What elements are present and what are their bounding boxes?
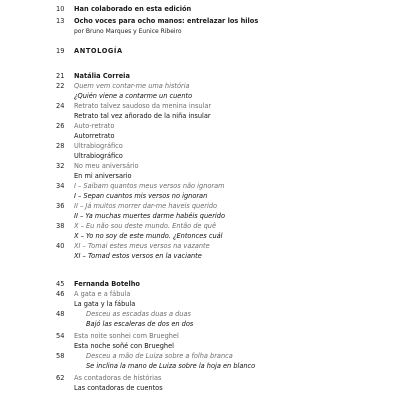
poem-title-pt: As contadoras de histórias: [74, 374, 162, 382]
toc-entry-pt: [56, 161, 356, 171]
page-number: 32: [56, 162, 65, 170]
toc-author-natalia: [56, 71, 356, 81]
page-number: 38: [56, 222, 65, 230]
page-number: 34: [56, 182, 65, 190]
poem-title-pt: Ultrabiográfico: [74, 142, 123, 150]
toc-entry-es: [56, 191, 356, 201]
toc-entry-pt: [56, 373, 356, 383]
poem-title-pt: XI – Tomai estes meus versos na vazante: [74, 242, 210, 250]
author-name: Fernanda Botelho: [74, 280, 140, 288]
toc-entry-es: [56, 131, 356, 141]
poem-title-pt: Desceu as escadas duas a duas: [86, 310, 191, 318]
section-title: ANTOLOGÍA: [74, 47, 123, 55]
poem-title-es: La gata y la fábula: [74, 300, 136, 308]
page-number: 46: [56, 290, 65, 298]
toc-section-anthology: [56, 46, 356, 56]
poem-title-pt: Quem vem contar-me uma história: [74, 82, 190, 90]
toc-entry-intro: [56, 16, 356, 26]
toc-entry-es: [56, 383, 356, 393]
poem-title-es: II – Ya muchas muertes darme habéis querido: [74, 212, 225, 220]
toc-entry-pt: [56, 331, 356, 341]
page-number: 58: [56, 352, 65, 360]
toc-entry-es: [56, 361, 356, 371]
author-name: Natália Correia: [74, 72, 130, 80]
toc-entry-pt: [56, 141, 356, 151]
poem-title-es: En mi aniversario: [74, 172, 132, 180]
poem-title-es: X – Yo no soy de este mundo. ¿Entonces cuál: [74, 232, 223, 240]
toc-entry-es: [56, 111, 356, 121]
page-number: 13: [56, 17, 65, 25]
page-number: 45: [56, 280, 65, 288]
toc-entry-es: [56, 341, 356, 351]
poem-title-es: Ultrabiográfico: [74, 152, 123, 160]
toc-entry-es: [56, 211, 356, 221]
page-number: 54: [56, 332, 65, 340]
poem-title-es: XI – Tomad estos versos en la vaciante: [74, 252, 202, 260]
page-number: 62: [56, 374, 65, 382]
poem-title-es: Las contadoras de cuentos: [74, 384, 163, 392]
toc-entry-es: [56, 319, 356, 329]
page-number: 22: [56, 82, 65, 90]
poem-title-es: I – Sepan cuantos mis versos no ignoran: [74, 192, 208, 200]
entry-byline: por Bruno Marques y Eunice Ribeiro: [74, 28, 182, 35]
poem-title-es: ¿Quién viene a contarme un cuento: [74, 92, 193, 100]
toc-entry-pt: [56, 181, 356, 191]
poem-title-pt: Retrato talvez saudoso da menina insular: [74, 102, 212, 110]
page-number: 48: [56, 310, 65, 318]
toc-entry-pt: [56, 241, 356, 251]
poem-title-es: Bajó las escaleras de dos en dos: [86, 320, 194, 328]
poem-title-pt: Auto-retrato: [74, 122, 115, 130]
toc-entry-pt: [56, 101, 356, 111]
poem-title-es: Se inclina la mano de Luiza sobre la hoja en blanco: [86, 362, 256, 370]
entry-title: Han colaborado en esta edición: [74, 5, 192, 13]
poem-title-es: Autorretrato: [74, 132, 115, 140]
poem-title-es: Esta noche soñé con Brueghel: [74, 342, 174, 350]
poem-title-pt: A gata e a fábula: [74, 290, 131, 298]
page-number: 40: [56, 242, 65, 250]
poem-title-pt: I – Saibam quantos meus versos não ignoram: [74, 182, 225, 190]
poem-title-es: Retrato tal vez añorado de la niña insular: [74, 112, 211, 120]
poem-title-pt: II – Já muitos morrer dar-me haveis querido: [74, 202, 218, 210]
toc-entry-pt: [56, 221, 356, 231]
toc-entry-es: [56, 231, 356, 241]
toc-entry-credits: [56, 4, 356, 14]
toc-entry-es: [56, 171, 356, 181]
page-number: 21: [56, 72, 65, 80]
toc-entry-authors: [56, 27, 356, 37]
entry-title: Ocho voces para ocho manos: entrelazar los hilos: [74, 17, 259, 25]
toc-author-fernanda: [56, 279, 356, 289]
poem-title-pt: X – Eu não sou deste mundo. Então de quê: [74, 222, 217, 230]
page-number: 19: [56, 47, 65, 55]
toc-entry-es: [56, 251, 356, 261]
poem-title-pt: Esta noite sonhei com Brueghel: [74, 332, 179, 340]
toc-entry-pt: [56, 351, 356, 361]
toc-entry-es: [56, 151, 356, 161]
page-number: 10: [56, 5, 65, 13]
poem-title-pt: Desceu a mão de Luiza sobre a folha branca: [86, 352, 233, 360]
toc-entry-pt: [56, 121, 356, 131]
page-number: 24: [56, 102, 65, 110]
toc-entry-pt: [56, 309, 356, 319]
toc-entry-pt: [56, 81, 356, 91]
toc-entry-pt: [56, 201, 356, 211]
page-number: 36: [56, 202, 65, 210]
page-number: 28: [56, 142, 65, 150]
toc-entry-es: [56, 91, 356, 101]
page-number: 26: [56, 122, 65, 130]
poem-title-pt: No meu aniversário: [74, 162, 139, 170]
toc-entry-pt: [56, 289, 356, 299]
toc-entry-es: [56, 299, 356, 309]
